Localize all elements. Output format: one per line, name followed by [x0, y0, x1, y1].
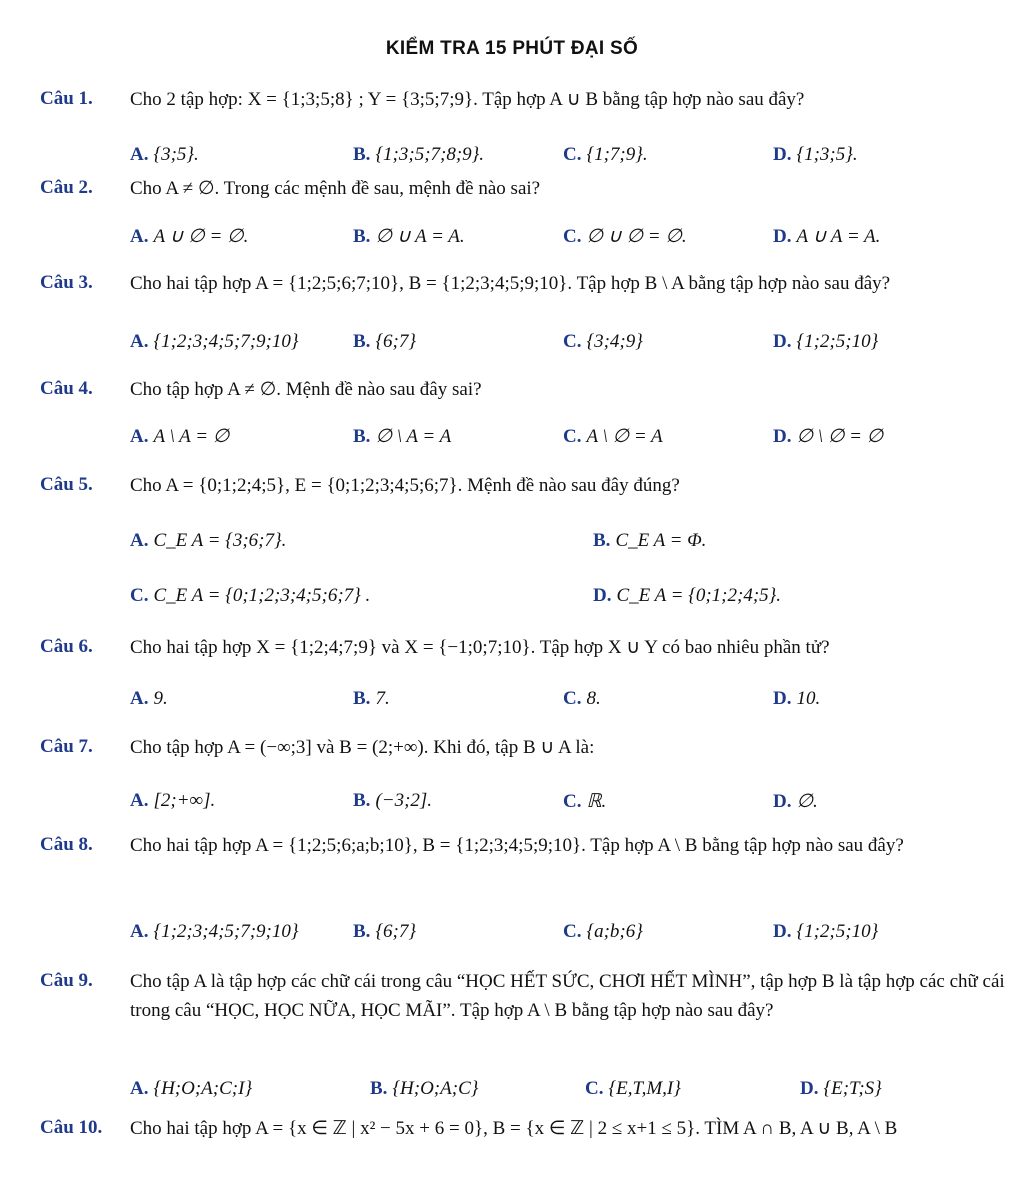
option-key: A.	[130, 688, 149, 709]
option-key: D.	[773, 226, 792, 247]
option-text: C_E A = {3;6;7}.	[153, 530, 287, 551]
question-label: Câu 5.	[40, 474, 93, 495]
option-text: [2;+∞].	[153, 790, 216, 811]
option-text: 7.	[375, 688, 390, 709]
page-title: KIỂM TRA 15 PHÚT ĐẠI SỐ	[385, 38, 639, 59]
option-text: {E;T;S}	[823, 1078, 882, 1099]
answer-option[interactable]	[773, 688, 820, 710]
option-text: ∅ ∪ A = A.	[375, 226, 465, 247]
answer-option[interactable]	[370, 1078, 478, 1100]
option-key: B.	[353, 226, 371, 247]
question-label: Câu 10.	[40, 1117, 103, 1138]
option-key: A.	[130, 426, 149, 447]
option-text: ∅ \ A = A	[375, 426, 452, 447]
answer-option[interactable]	[563, 331, 643, 353]
option-key: C.	[563, 791, 582, 812]
answer-option[interactable]	[593, 585, 781, 607]
option-text: ℝ.	[586, 791, 607, 812]
option-text: {a;b;6}	[586, 921, 643, 942]
option-text: C_E A = Φ.	[615, 530, 707, 551]
answer-option[interactable]	[130, 331, 298, 353]
option-key: A.	[130, 1078, 149, 1099]
option-key: B.	[353, 688, 371, 709]
question-text: Cho tập hợp A = (−∞;3] và B = (2;+∞). Khi đó, tập B ∪ A là:	[130, 737, 595, 758]
question-text: Cho hai tập hợp A = {1;2;5;6;a;b;10}, B = {1;2;3;4;5;9;10}. Tập hợp A \ B bằng tập hợp nào sau đây?	[130, 835, 904, 856]
answer-option[interactable]	[563, 688, 601, 710]
answer-option[interactable]	[353, 225, 465, 248]
answer-option[interactable]	[563, 790, 606, 813]
option-text: {E,T,M,I}	[608, 1078, 681, 1099]
answer-option[interactable]	[130, 585, 370, 607]
option-text: {1;2;3;4;5;7;9;10}	[153, 331, 299, 352]
question-text: Cho A = {0;1;2;4;5}, E = {0;1;2;3;4;5;6;7}. Mệnh đề nào sau đây đúng?	[130, 475, 680, 496]
option-text: ∅ ∪ ∅ = ∅.	[586, 226, 687, 247]
answer-option[interactable]	[585, 1078, 681, 1100]
option-key: D.	[800, 1078, 819, 1099]
option-key: D.	[593, 585, 612, 606]
question-text: Cho tập A là tập hợp các chữ cái trong câu “HỌC HẾT SỨC, CHƠI HẾT MÌNH”, tập hợp B là tập hợp các chữ cái trong câu “HỌC, HỌC NỮA, HỌC MÃI”. Tập hợp A \ B bằng tập hợp nào sau đây?	[130, 971, 1005, 1021]
answer-option[interactable]	[773, 225, 880, 248]
answer-option[interactable]	[353, 688, 390, 710]
option-text: A \ ∅ = A	[586, 426, 663, 447]
answer-option[interactable]	[130, 790, 215, 812]
option-text: ∅ \ ∅ = ∅	[796, 426, 884, 447]
question-label: Câu 2.	[40, 177, 93, 198]
option-text: {1;3;5}.	[796, 144, 858, 165]
option-key: B.	[353, 921, 371, 942]
answer-option[interactable]	[563, 225, 687, 248]
option-key: B.	[593, 530, 611, 551]
option-key: D.	[773, 426, 792, 447]
answer-option[interactable]	[130, 688, 168, 710]
option-text: {1;7;9}.	[586, 144, 648, 165]
option-text: 9.	[153, 688, 168, 709]
question-text: Cho hai tập hợp A = {x ∈ ℤ | x² − 5x + 6 = 0}, B = {x ∈ ℤ | 2 ≤ x+1 ≤ 5}. TÌM A ∩ B, A ∪ B, A \ B	[130, 1118, 898, 1139]
option-text: ∅.	[796, 791, 818, 812]
question-text: Cho tập hợp A ≠ ∅. Mệnh đề nào sau đây sai?	[130, 379, 482, 400]
question-text: Cho A ≠ ∅. Trong các mệnh đề sau, mệnh đề nào sai?	[130, 178, 541, 199]
answer-option[interactable]	[130, 225, 248, 248]
option-key: A.	[130, 144, 149, 165]
answer-option[interactable]	[773, 790, 818, 813]
answer-option[interactable]	[353, 921, 416, 943]
option-key: B.	[353, 790, 371, 811]
option-key: D.	[773, 791, 792, 812]
answer-option[interactable]	[353, 425, 451, 448]
option-key: C.	[585, 1078, 604, 1099]
answer-option[interactable]	[563, 144, 648, 166]
answer-option[interactable]	[773, 425, 883, 448]
option-key: C.	[563, 226, 582, 247]
option-text: {1;2;5;10}	[796, 331, 879, 352]
option-key: D.	[773, 144, 792, 165]
answer-option[interactable]	[353, 331, 416, 353]
answer-option[interactable]	[130, 144, 199, 166]
question-text: Cho hai tập hợp X = {1;2;4;7;9} và X = {−1;0;7;10}. Tập hợp X ∪ Y có bao nhiêu phần tử?	[130, 637, 830, 658]
option-text: {H;O;A;C;I}	[153, 1078, 253, 1099]
question-label: Câu 4.	[40, 378, 93, 399]
question-label: Câu 3.	[40, 272, 93, 293]
question-text: Cho 2 tập hợp: X = {1;3;5;8} ; Y = {3;5;7;9}. Tập hợp A ∪ B bằng tập hợp nào sau đây?	[130, 89, 805, 110]
option-text: {1;2;3;4;5;7;9;10}	[153, 921, 299, 942]
option-key: C.	[563, 426, 582, 447]
answer-option[interactable]	[563, 921, 643, 943]
question-text: Cho hai tập hợp A = {1;2;5;6;7;10}, B = {1;2;3;4;5;9;10}. Tập hợp B \ A bằng tập hợp nào sau đây?	[130, 273, 891, 294]
option-text: (−3;2].	[375, 790, 433, 811]
option-key: B.	[353, 144, 371, 165]
option-key: C.	[563, 144, 582, 165]
answer-option[interactable]	[130, 425, 229, 448]
option-key: B.	[370, 1078, 388, 1099]
option-text: {1;2;5;10}	[796, 921, 879, 942]
option-text: A ∪ ∅ = ∅.	[153, 226, 249, 247]
option-key: D.	[773, 688, 792, 709]
question-label: Câu 9.	[40, 970, 93, 991]
answer-option[interactable]	[353, 144, 484, 166]
question-label: Câu 7.	[40, 736, 93, 757]
option-key: D.	[773, 331, 792, 352]
answer-option[interactable]	[773, 921, 878, 943]
option-text: A \ A = ∅	[153, 426, 230, 447]
answer-option[interactable]	[130, 1078, 252, 1100]
option-key: A.	[130, 226, 149, 247]
answer-option[interactable]	[353, 790, 432, 812]
option-text: {3;5}.	[153, 144, 199, 165]
option-key: D.	[773, 921, 792, 942]
option-key: C.	[563, 688, 582, 709]
option-key: C.	[563, 921, 582, 942]
option-key: C.	[563, 331, 582, 352]
option-text: 10.	[796, 688, 821, 709]
option-key: B.	[353, 426, 371, 447]
option-key: A.	[130, 331, 149, 352]
answer-option[interactable]	[563, 425, 663, 448]
question-label: Câu 1.	[40, 88, 93, 109]
option-text: C_E A = {0;1;2;4;5}.	[616, 585, 782, 606]
option-key: C.	[130, 585, 149, 606]
answer-option[interactable]	[130, 921, 298, 943]
option-text: {6;7}	[375, 921, 416, 942]
option-key: A.	[130, 530, 149, 551]
option-key: B.	[353, 331, 371, 352]
answer-option[interactable]	[130, 530, 286, 552]
option-text: {1;3;5;7;8;9}.	[375, 144, 485, 165]
option-key: A.	[130, 790, 149, 811]
answer-option[interactable]	[773, 331, 878, 353]
answer-option[interactable]	[593, 530, 706, 552]
answer-option[interactable]	[800, 1078, 882, 1100]
option-text: 8.	[586, 688, 601, 709]
option-text: {H;O;A;C}	[392, 1078, 479, 1099]
answer-option[interactable]	[773, 144, 858, 166]
question-label: Câu 6.	[40, 636, 93, 657]
question-label: Câu 8.	[40, 834, 93, 855]
option-text: {3;4;9}	[586, 331, 643, 352]
option-text: {6;7}	[375, 331, 416, 352]
option-text: C_E A = {0;1;2;3;4;5;6;7} .	[153, 585, 371, 606]
option-key: A.	[130, 921, 149, 942]
option-text: A ∪ A = A.	[796, 226, 881, 247]
